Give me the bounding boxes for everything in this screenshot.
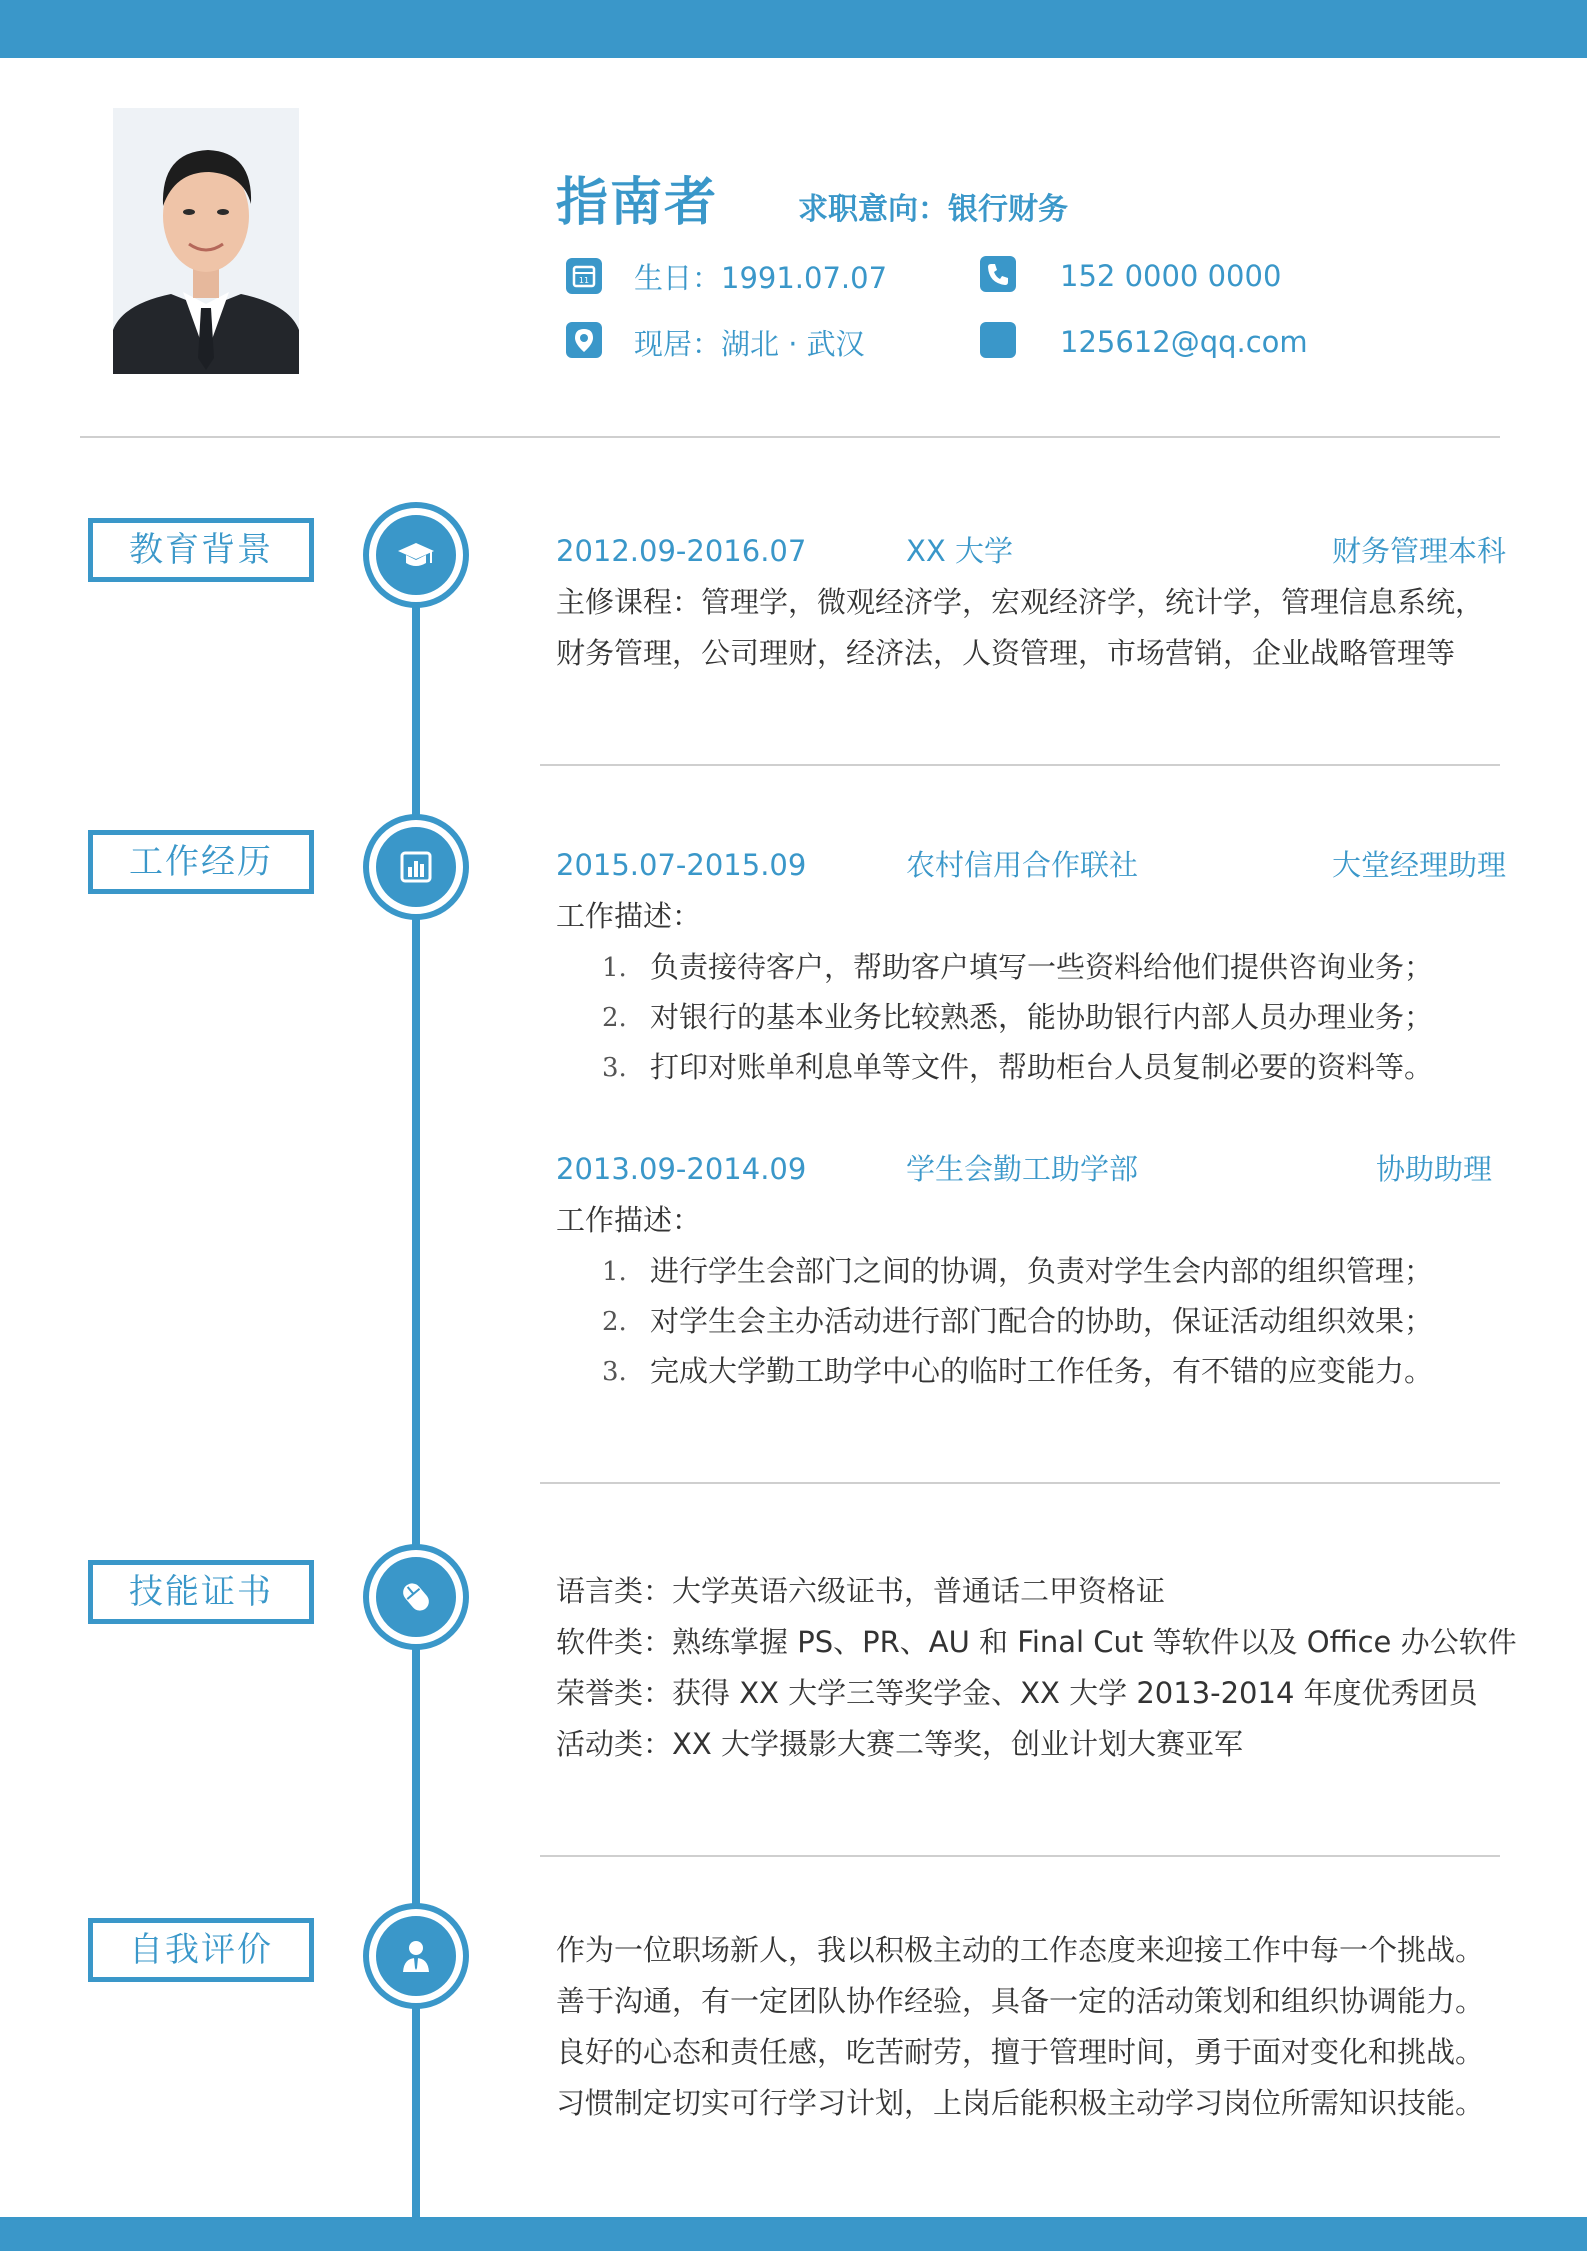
job-intent: 求职意向：银行财务 — [798, 192, 1068, 227]
job-role: 协助助理 — [1376, 1152, 1493, 1186]
list-item: 负责接待客户，帮助客户填写一些资料给他们提供咨询业务； — [650, 950, 1434, 984]
job-role: 大堂经理助理 — [1332, 848, 1507, 882]
section-title-skills — [88, 1560, 314, 1624]
list-number: 1. — [602, 953, 627, 983]
section-title-text: 技能证书 — [129, 1572, 273, 1612]
section-divider — [540, 1855, 1500, 1857]
section-divider — [540, 1482, 1500, 1484]
timeline-node-skills — [369, 1550, 463, 1644]
avatar — [113, 108, 299, 374]
skill-line: 语言类：大学英语六级证书，普通话二甲资格证 — [556, 1574, 1166, 1608]
education-period: 2012.09-2016.07 — [556, 534, 807, 568]
timeline-node-self-eval — [369, 1909, 463, 2003]
bottom-bar — [0, 2217, 1587, 2251]
education-courses-line1: 主修课程：管理学，微观经济学，宏观经济学，统计学，管理信息系统， — [556, 585, 1485, 619]
education-courses-line2: 财务管理，公司理财，经济法，人资管理，市场营销，企业战略管理等 — [556, 636, 1456, 670]
self-eval-line: 良好的心态和责任感，吃苦耐劳，擅于管理时间，勇于面对变化和挑战。 — [556, 2035, 1485, 2069]
self-eval-line: 习惯制定切实可行学习计划，上岗后能积极主动学习岗位所需知识技能。 — [556, 2086, 1485, 2120]
education-school: XX 大学 — [906, 534, 1013, 568]
skill-line: 软件类：熟练掌握 PS、PR、AU 和 Final Cut 等软件以及 Office 办公软件 — [556, 1625, 1517, 1659]
graduation-cap-icon — [396, 535, 436, 575]
list-item: 打印对账单利息单等文件，帮助柜台人员复制必要的资料等。 — [650, 1050, 1434, 1084]
header-divider — [80, 436, 1500, 438]
person-icon — [396, 1936, 436, 1976]
list-number: 2. — [602, 1307, 627, 1337]
job-desc-label: 工作描述： — [556, 1203, 702, 1237]
list-number: 3. — [602, 1053, 627, 1083]
email-text: 125612@qq.com — [1060, 325, 1308, 359]
chart-icon — [396, 847, 436, 887]
phone-text: 152 0000 0000 — [1060, 259, 1282, 293]
section-divider — [540, 764, 1500, 766]
list-number: 3. — [602, 1357, 627, 1387]
section-title-text: 教育背景 — [129, 530, 273, 570]
list-item: 对学生会主办活动进行部门配合的协助，保证活动组织效果； — [650, 1304, 1434, 1338]
job-period: 2015.07-2015.09 — [556, 848, 807, 882]
residence-text: 现居：湖北 · 武汉 — [634, 327, 865, 361]
phone-icon — [980, 256, 1016, 292]
mouse-icon — [396, 1577, 436, 1617]
section-title-self-eval — [88, 1918, 314, 1982]
section-title-education — [88, 518, 314, 582]
skill-line: 荣誉类：获得 XX 大学三等奖学金、XX 大学 2013-2014 年度优秀团员 — [556, 1676, 1478, 1710]
job-org: 农村信用合作联社 — [906, 848, 1139, 882]
top-bar — [0, 0, 1587, 58]
section-title-work — [88, 830, 314, 894]
email-icon — [980, 322, 1016, 358]
candidate-name: 指南者 — [556, 173, 719, 233]
list-item: 进行学生会部门之间的协调，负责对学生会内部的组织管理； — [650, 1254, 1434, 1288]
svg-text:11: 11 — [578, 276, 590, 285]
self-eval-line: 善于沟通，有一定团队协作经验，具备一定的活动策划和组织协调能力。 — [556, 1984, 1485, 2018]
location-icon — [566, 322, 602, 358]
birthday-text: 生日：1991.07.07 — [634, 261, 888, 295]
timeline-node-education — [369, 508, 463, 602]
list-item: 完成大学勤工助学中心的临时工作任务，有不错的应变能力。 — [650, 1354, 1434, 1388]
list-number: 2. — [602, 1003, 627, 1033]
job-desc-label: 工作描述： — [556, 899, 702, 933]
section-title-text: 自我评价 — [129, 1930, 273, 1970]
self-eval-line: 作为一位职场新人，我以积极主动的工作态度来迎接工作中每一个挑战。 — [556, 1933, 1485, 1967]
timeline-node-work — [369, 820, 463, 914]
list-item: 对银行的基本业务比较熟悉，能协助银行内部人员办理业务； — [650, 1000, 1434, 1034]
list-number: 1. — [602, 1257, 627, 1287]
section-title-text: 工作经历 — [129, 842, 273, 882]
job-org: 学生会勤工助学部 — [906, 1152, 1139, 1186]
job-period: 2013.09-2014.09 — [556, 1152, 807, 1186]
education-degree: 财务管理本科 — [1332, 534, 1507, 568]
skill-line: 活动类：XX 大学摄影大赛二等奖，创业计划大赛亚军 — [556, 1727, 1243, 1761]
calendar-icon — [566, 258, 602, 294]
